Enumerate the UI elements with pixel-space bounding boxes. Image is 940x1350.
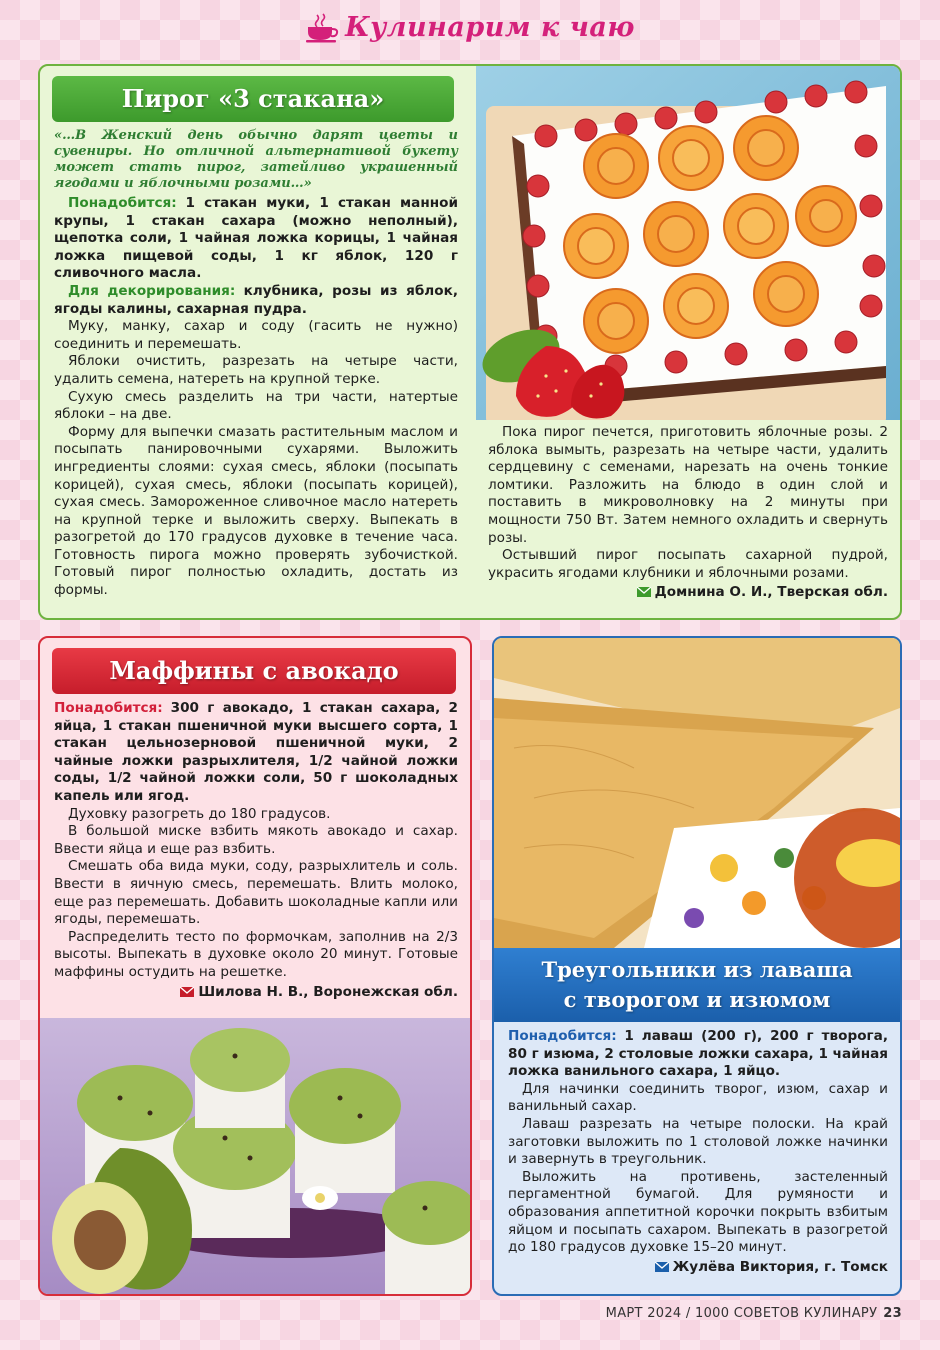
teacup-icon [305,13,339,43]
recipe-author [508,1259,888,1277]
recipe-author [54,984,458,1002]
envelope-icon [655,1262,669,1272]
ingredients-label: Понадобится: [54,700,163,716]
muffins-photo [40,1018,470,1294]
ingredients-text: 300 г авокадо, 1 стакан сахара, 2 яйца, 1 стакан пшеничной муки высшего сорта, 1 стакан цельнозерновой пшеничной муки, 2 чайные ложки разрыхлителя, 1/2 чайной ложки соды, 1/2 чайной ложки соли, 50 г шоколадных капель или ягод. [54,700,458,804]
recipe-body [54,700,458,1001]
recipe-intro: «…В Женский день обычно дарят цветы и сувениры. Но отличной альтернативой букету может стать пирог, затейливо украшенный ягодами и яблочными розами…» [54,128,458,191]
step-paragraph: Сухую смесь разделить на три части, натертые яблоки – на две. [54,388,458,423]
recipe-card-pie [38,64,902,620]
pie-photo [476,66,902,420]
ingredients-text: 1 лаваш (200 г), 200 г творога, 80 г изюма, 2 столовые ложки сахара, 1 чайная ложка ванильного сахара, 1 яйцо. [508,1028,888,1080]
author-name: Жулёва Виктория, г. Томск [672,1258,888,1275]
step-paragraph: Смешать оба вида муки, соду, разрыхлитель и соль. Ввести в яичную смесь, перемешать. Влить молоко, еще раз перемешать. Добавить шоколадные капли или ягоды, перемешать. [54,858,458,928]
recipe-author [488,584,888,602]
envelope-icon [637,587,651,597]
recipe-body-right [488,424,888,602]
recipe-title-line: с творогом и изюмом [563,987,831,1012]
step-paragraph: Пока пирог печется, приготовить яблочные розы. 2 яблока вымыть, разрезать на четыре части, удалить сердцевину с семенами, нарезать на очень тонкие ломтики. Разложить на блюдо в один слой и поставить в микроволновку на 2 минуты при мощности 750 Вт. Затем немного охладить и свернуть розы. [488,424,888,546]
step-paragraph: В большой миске взбить мякоть авокадо и сахар. Ввести яйца и еще раз взбить. [54,823,458,857]
recipe-title: Пирог «3 стакана» [52,76,454,122]
recipe-body-left [54,128,458,600]
step-paragraph: Распределить тесто по формочкам, заполнив на 2/3 высоты. Выпекать в духовке около 20 минут. Готовые маффины остудить на решетке. [54,928,458,980]
page-footer [606,1306,902,1321]
section-header [0,12,940,43]
author-name: Шилова Н. В., Воронежская обл. [198,983,458,1000]
recipe-card-lavash [492,636,902,1296]
step-paragraph: Остывший пирог посыпать сахарной пудрой, украсить ягодами клубники и яблочными розами. [488,547,888,581]
recipe-title-line: Треугольники из лаваша [541,957,853,982]
section-title: Кулинарим к чаю [345,12,635,43]
recipe-card-muffins [38,636,472,1296]
step-paragraph: Для начинки соединить творог, изюм, сахар и ванильный сахар. [508,1080,888,1115]
page-number: 23 [883,1306,902,1321]
ingredients-label: Понадобится: [508,1028,617,1044]
recipe-title: Маффины с авокадо [52,648,456,694]
envelope-icon [180,987,194,997]
step-paragraph: Форму для выпечки смазать растительным маслом и посыпать панировочными сухарями. Выложить ингредиенты слоями: сухая смесь, яблоки (посыпать корицей), сухая смесь, яблоки (посыпать корицей), сухая смесь. Замороженное сливочное масло натереть на крупной терке и выложить сверху. Выпекать в разогретой до 170 градусов духовке в течение часа. Готовность пирога можно проверять зубочисткой. Готовый пирог полностью охладить, достать из формы. [54,423,458,599]
step-paragraph: Муку, манку, сахар и соду (гасить не нужно) соединить и перемешать. [54,318,458,352]
ingredients-label: Понадобится: [68,195,177,211]
decoration-text: клубника, розы из яблок, ягоды калины, сахарная пудра. [54,282,458,317]
recipe-body [508,1028,888,1276]
author-name: Домнина О. И., Тверская обл. [654,584,888,601]
step-paragraph: Лаваш разрезать на четыре полоски. На край заготовки выложить по 1 столовой ложке начинки и завернуть в треугольник. [508,1115,888,1168]
step-paragraph: Духовку разогреть до 180 градусов. [68,805,331,822]
decoration-label: Для декорирования: [68,282,236,299]
recipe-title [494,948,900,1022]
step-paragraph: Выложить на противень, застеленный пергаментной бумагой. Для румяности и образования аппетитной корочки покрыть взбитым яйцом и посыпать сахаром. Выпекать в разогретой до 180 градусов духовке 15–20 минут. [508,1168,888,1256]
step-paragraph: Яблоки очистить, разрезать на четыре части, удалить семена, натереть на крупной терке. [54,353,458,387]
issue-info: МАРТ 2024 / 1000 СОВЕТОВ КУЛИНАРУ [605,1306,878,1321]
lavash-photo [494,638,900,948]
ingredients-text: 1 стакан муки, 1 стакан манной крупы, 1 стакан сахара (можно неполный), щепотка соли, 1 чайная ложка корицы, 1 чайная ложка пищевой соды, 1 кг яблок, 120 г сливочного масла. [54,195,458,282]
